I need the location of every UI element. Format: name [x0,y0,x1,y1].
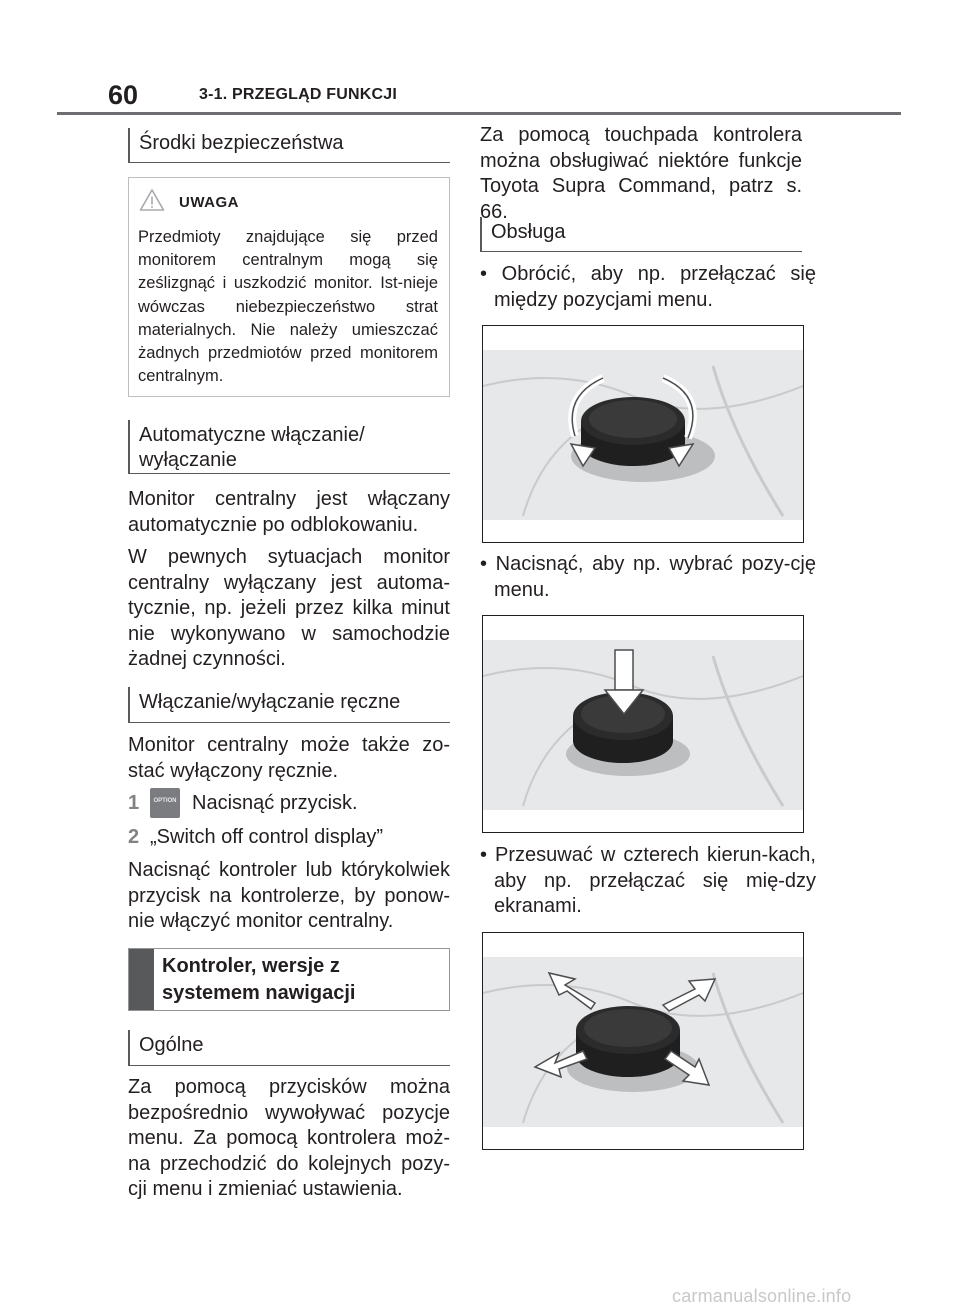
figure-controller-rotate [482,325,804,543]
warning-header [139,188,239,217]
figure-controller-move [482,932,804,1150]
section-heading-general: Ogólne [128,1030,450,1066]
warning-triangle-icon [139,188,165,217]
warning-text: Przedmioty znajdujące się przed monitorem centralnym mogą się ześlizgnąć i uszkodzić monitor. Ist-nieje wówczas niebezpieczeństwo strat materialnych. Nie należy umieszczać żadnych przedmiotów przed monitorem centralnym. [138,228,438,386]
figure-controller-press [482,615,804,833]
chapter-title: 3-1. PRZEGLĄD FUNKCJI [199,86,397,103]
paragraph-manual: Monitor centralny może także zo-stać wyłączony ręcznie. [128,734,450,782]
step-number: 2 [128,826,140,848]
bullet-rotate: • Obrócić, aby np. przełączać się między pozycjami menu. [480,263,816,311]
page-number: 60 [108,80,139,110]
step-1 [128,788,358,818]
step-text: Nacisnąć przycisk. [192,791,358,814]
section-heading-auto: Automatyczne włączanie/ wyłączanie [128,420,450,474]
bullet-press: • Nacisnąć, aby np. wybrać pozy-cję menu. [480,553,816,601]
header-rule [57,112,901,115]
step-text: „Switch off control display” [150,826,384,848]
paragraph-auto-off: W pewnych sytuacjach monitor centralny wyłączany jest automa-tycznie, np. jeżeli przez kilka minut nie wykonywano w samochodzie żadnej czynności. [128,546,450,670]
subsection-box-controller [128,948,450,1011]
paragraph-reactivate: Nacisnąć kontroler lub którykolwiek przycisk na kontrolerze, by ponow-nie włączyć monitor centralny. [128,859,450,932]
warning-box [128,177,450,397]
section-heading-use: Obsługa [480,217,802,252]
subsection-bar [129,949,154,1010]
warning-title: UWAGA [179,194,239,211]
subsection-title: Kontroler, wersje z systemem nawigacji [162,955,356,1004]
bullet-move: • Przesuwać w czterech kierun-kach, aby np. przełączać się mię-dzy ekranami. [480,844,816,917]
step-number: 1 [128,791,140,814]
section-heading-manual: Włączanie/wyłączanie ręczne [128,687,450,723]
paragraph-touchpad: Za pomocą touchpada kontrolera można obsługiwać niektóre funkcje Toyota Supra Command, patrz s. 66. [480,124,802,223]
paragraph-auto-on: Monitor centralny jest włączany automatycznie po odblokowaniu. [128,488,450,536]
option-button-icon: OPTION [150,788,180,818]
section-heading-safety: Środki bezpieczeństwa [128,128,450,163]
paragraph-general: Za pomocą przycisków można bezpośrednio wywoływać pozycje menu. Za pomocą kontrolera moż-na przechodzić do kolejnych pozy-cji menu i zmieniać ustawienia. [128,1076,450,1200]
watermark: carmanualsonline.info [672,1286,852,1306]
step-2 [128,826,383,849]
